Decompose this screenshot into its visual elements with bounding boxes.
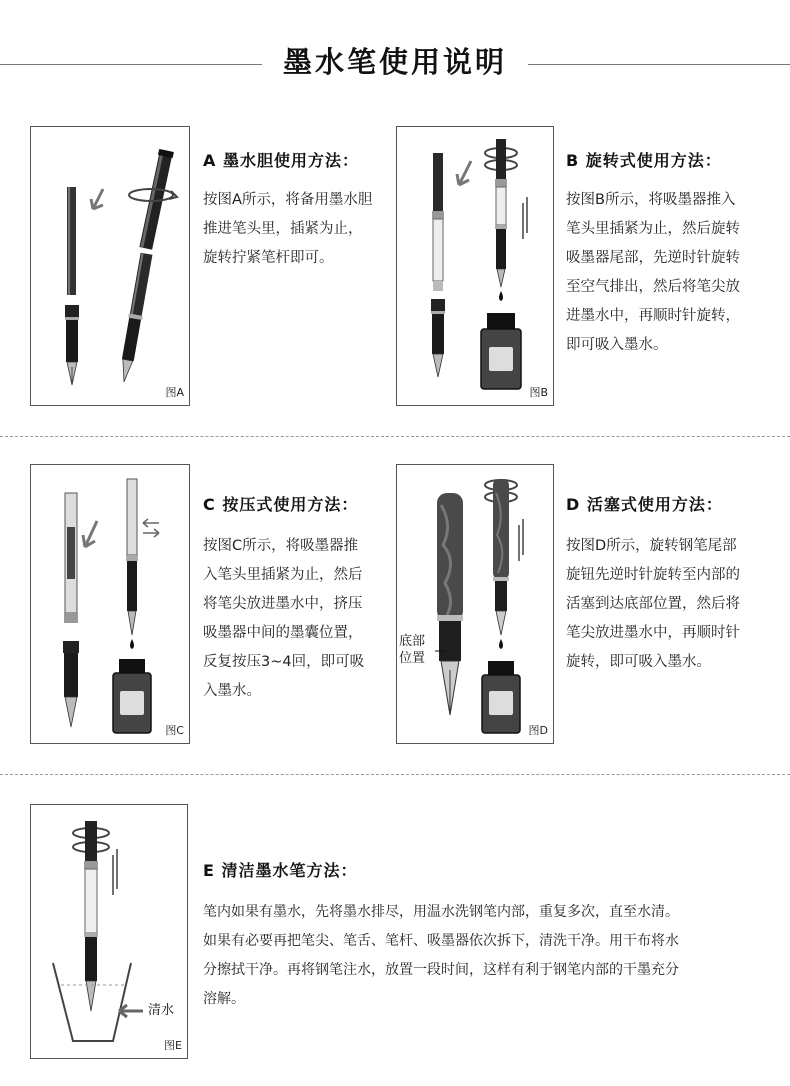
figure-c-label: 图C <box>165 724 184 737</box>
section-e-body <box>203 898 679 1014</box>
figure-e-label: 图E <box>164 1039 182 1052</box>
figure-b-label: 图B <box>529 386 548 399</box>
section-e-heading: E 清洁墨水笔方法： <box>203 861 358 880</box>
section-c-line: 将笔尖放进墨水中，挤压 <box>203 596 363 612</box>
section-e-line: 如果有必要再把笔尖、笔舌、笔杆、吸墨器依次拆下，清洗干净。用干布将水 <box>203 933 679 949</box>
figure-d-illustration <box>397 465 553 743</box>
figure-d-label: 图D <box>528 724 548 737</box>
section-b-line: 按图B所示，将吸墨器推入 <box>566 192 736 208</box>
section-d-line: 按图D所示，旋转钢笔尾部 <box>566 538 737 554</box>
section-e-line: 分擦拭干净。再将钢笔注水，放置一段时间，这样有利于钢笔内部的干墨充分 <box>203 962 679 978</box>
figure-a-illustration <box>31 127 189 405</box>
section-a-line: 旋转拧紧笔杆即可。 <box>203 250 334 266</box>
section-b-line: 至空气排出，然后将笔尖放 <box>566 279 740 295</box>
section-b-line: 即可吸入墨水。 <box>566 337 668 353</box>
section-e-line: 溶解。 <box>203 991 245 1007</box>
section-a-line: 推进笔头里，插紧为止， <box>203 221 363 237</box>
section-b-line: 进墨水中，再顺时针旋转， <box>566 308 740 324</box>
section-e-line: 笔内如果有墨水，先将墨水排尽，用温水洗钢笔内部，重复多次，直至水清。 <box>203 904 679 920</box>
section-c-line: 按图C所示，将吸墨器推 <box>203 538 359 554</box>
section-d-line: 旋转，即可吸入墨水。 <box>566 654 711 670</box>
section-c-heading: C 按压式使用方法： <box>203 495 359 514</box>
figure-e-illustration <box>31 805 187 1058</box>
figure-e-side-label: 清水 <box>148 1003 175 1018</box>
divider-2 <box>0 774 790 775</box>
section-d-line: 活塞到达底部位置，然后将 <box>566 596 740 612</box>
figure-d-side-label <box>399 633 425 667</box>
section-d-line: 旋钮先逆时针旋转至内部的 <box>566 567 740 583</box>
figure-d-panel <box>396 464 554 744</box>
section-c-line: 入墨水。 <box>203 683 261 699</box>
figure-c-panel <box>30 464 190 744</box>
section-c-body <box>203 532 364 706</box>
figure-d-side-label-2: 位置 <box>399 651 426 666</box>
section-d-body <box>566 532 740 677</box>
section-a-body <box>203 186 372 273</box>
section-d-heading: D 活塞式使用方法： <box>566 495 723 514</box>
figure-b-panel <box>396 126 554 406</box>
figure-e-panel <box>30 804 188 1059</box>
section-a-heading: A 墨水胆使用方法： <box>203 151 359 170</box>
section-c-line: 反复按压3~4回，即可吸 <box>203 654 365 670</box>
figure-a-panel <box>30 126 190 406</box>
section-b-heading: B 旋转式使用方法： <box>566 151 722 170</box>
section-d-line: 笔尖放进墨水中，再顺时针 <box>566 625 740 641</box>
section-b-line: 吸墨器尾部，先逆时针旋转 <box>566 250 740 266</box>
section-b-body <box>566 186 740 360</box>
figure-b-illustration <box>397 127 553 405</box>
page-title: 墨水笔使用说明 <box>282 45 507 79</box>
figure-d-side-label-1: 底部 <box>399 634 426 649</box>
figure-a-label: 图A <box>165 386 184 399</box>
divider-1 <box>0 436 790 437</box>
section-c-line: 吸墨器中间的墨囊位置， <box>203 625 363 641</box>
section-b-line: 笔头里插紧为止，然后旋转 <box>566 221 740 237</box>
figure-c-illustration <box>31 465 189 743</box>
section-c-line: 入笔头里插紧为止，然后 <box>203 567 363 583</box>
section-a-line: 按图A所示，将备用墨水胆 <box>203 192 373 208</box>
